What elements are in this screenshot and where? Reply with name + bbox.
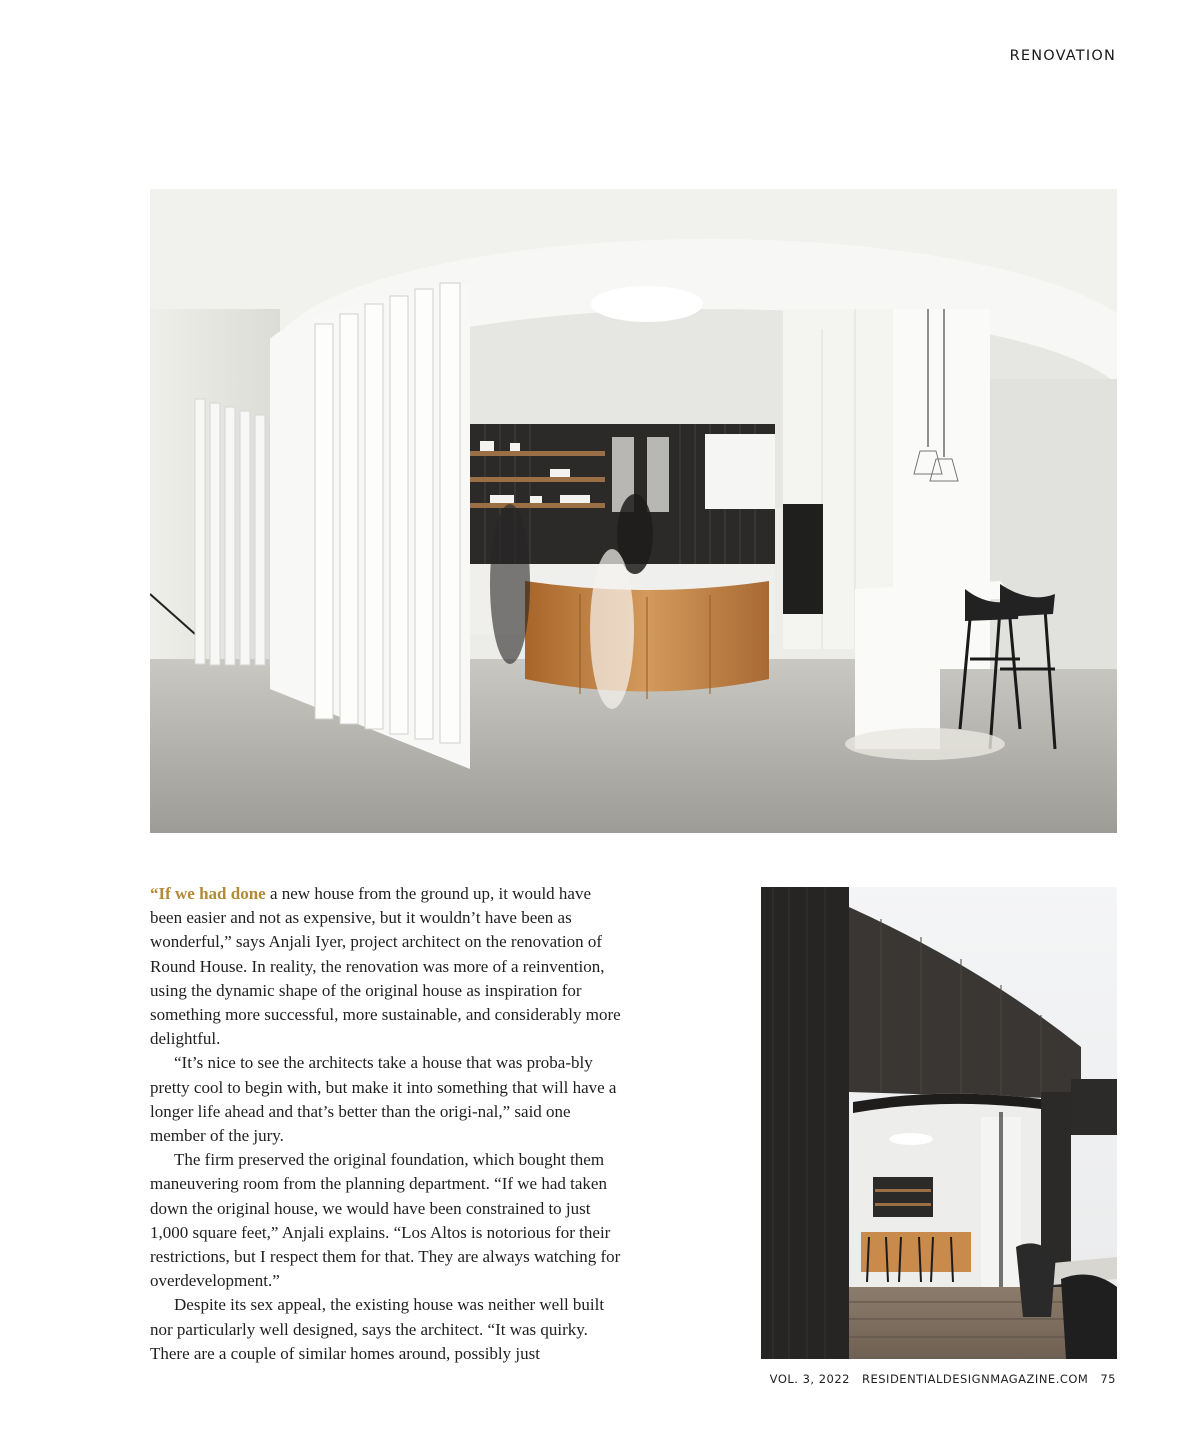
lead-in: “If we had done: [150, 884, 266, 903]
kitchen-photo-illustration: [150, 189, 1117, 833]
paragraph-1: [150, 882, 625, 1051]
kitchen-photo: [150, 189, 1117, 833]
exterior-photo-illustration: [761, 887, 1117, 1359]
page-footer: [770, 1372, 1116, 1386]
paragraph-4: Despite its sex appeal, the existing house was neither well built nor particularly well designed, says the architect. “It was quirky. There are a couple of similar homes around, possibly just: [150, 1295, 605, 1363]
section-label: RENOVATION: [1009, 48, 1116, 64]
paragraph-3: The firm preserved the original foundation, which bought them maneuvering room from the planning department. “If we had taken down the original house, we would have been constrained to just 1,000 square feet,” Anjali explains. “Los Altos is notorious for their restrictions, but I respect them for that. They are always watching for overdevelopment.”: [150, 1150, 621, 1291]
exterior-photo: [761, 887, 1117, 1359]
volume-label: VOL. 3, 2022: [769, 1372, 850, 1386]
paragraph-1-text: a new house from the ground up, it would have been easier and not as expensive, but it wouldn’t have been as wonderful,” says Anjali Iyer, project architect on the renovation of Round House. In reality, the renovation was more of a reinvention, using the dynamic shape of the original house as inspiration for something more successful, more sustainable, and considerably more delightful.: [150, 884, 621, 1049]
article-body: [150, 882, 625, 1366]
website-link[interactable]: RESIDENTIALDESIGNMAGAZINE.COM: [862, 1372, 1089, 1386]
paragraph-2: “It’s nice to see the architects take a house that was proba-bly pretty cool to begin with, but make it into something that will have a longer life ahead and that’s better than the origi-nal,” said one member of the jury.: [150, 1053, 617, 1146]
page-number: 75: [1100, 1372, 1116, 1386]
